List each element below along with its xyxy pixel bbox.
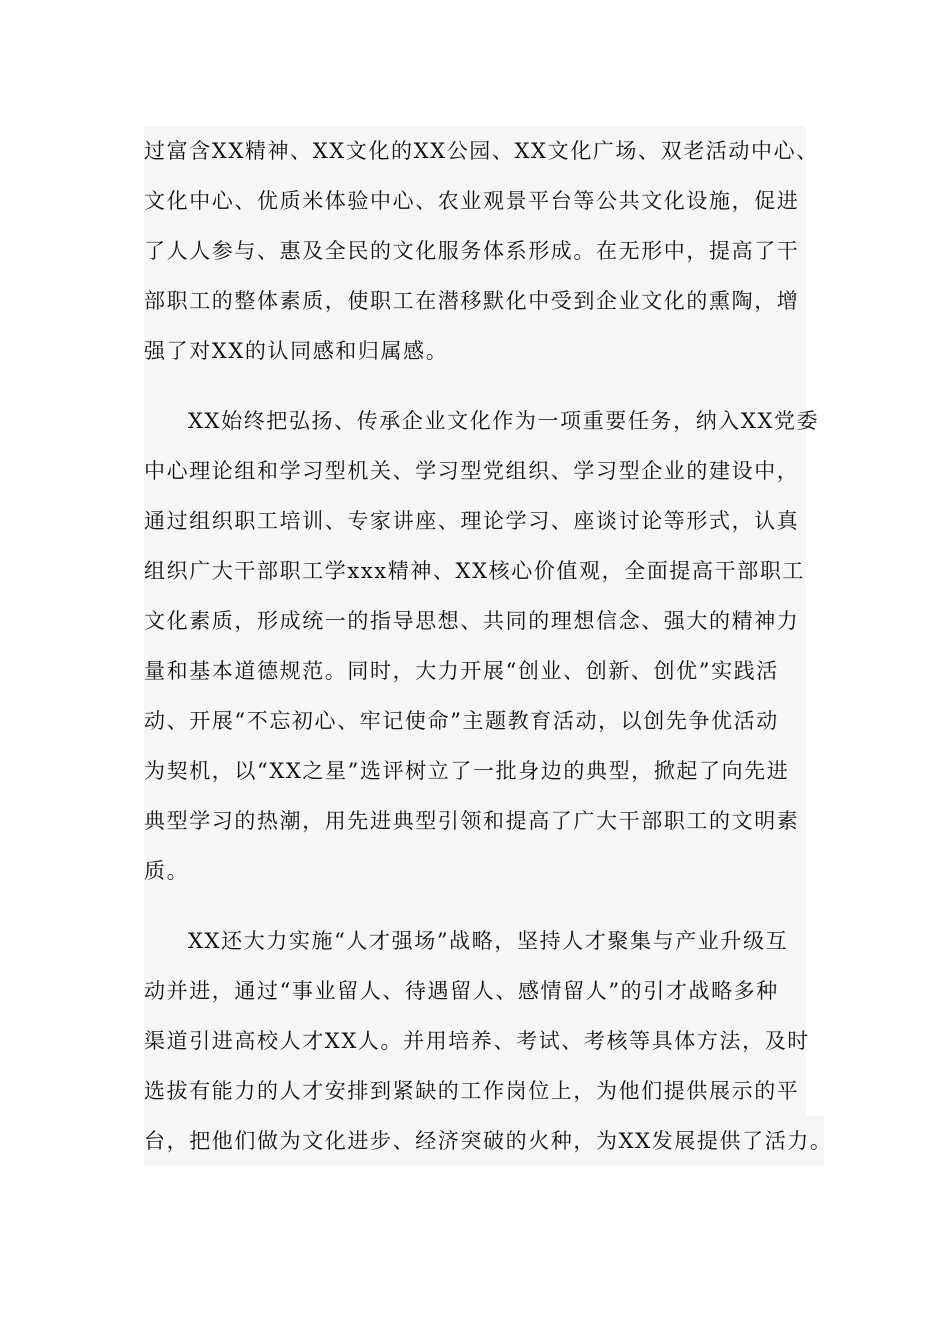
paragraph-2 <box>144 396 820 896</box>
text-line: 强了对XX的认同感和归属感。 <box>144 339 449 363</box>
text-line: 部职工的整体素质，使职工在潜移默化中受到企业文化的熏陶，增 <box>144 289 800 313</box>
text-line: XX还大力实施“人才强场”战略，坚持人才聚集与产业升级互 <box>188 929 789 953</box>
text-line: 中心理论组和学习型机关、学习型党组织、学习型企业的建设中， <box>144 459 800 483</box>
text-line: 文化中心、优质米体验中心、农业观景平台等公共文化设施，促进 <box>144 189 800 213</box>
text-line: 组织广大干部职工学xxx精神、XX核心价值观，全面提高干部职工 <box>144 559 806 583</box>
text-line: 通过组织职工培训、专家讲座、理论学习、座谈讨论等形式，认真 <box>144 509 800 533</box>
paragraph-spacer <box>144 896 806 916</box>
text-line: 了人人参与、惠及全民的文化服务体系形成。在无形中，提高了干 <box>144 239 800 263</box>
text-line: 动、开展“不忘初心、牢记使命”主题教育活动，以创先争优活动 <box>144 709 779 733</box>
text-line: XX始终把弘扬、传承企业文化作为一项重要任务，纳入XX党委 <box>188 409 820 433</box>
paragraph-3 <box>144 916 833 1166</box>
text-line: 渠道引进高校人才XX人。并用培养、考试、考核等具体方法，及时 <box>144 1029 810 1053</box>
text-line: 文化素质，形成统一的指导思想、共同的理想信念、强大的精神力 <box>144 609 800 633</box>
text-line: 过富含XX精神、XX文化的XX公园、XX文化广场、双老活动中心、 <box>144 139 819 163</box>
text-line: 动并进，通过“事业留人、待遇留人、感情留人”的引才战略多种 <box>144 979 779 1003</box>
paragraph-1 <box>144 126 819 376</box>
text-line: 选拔有能力的人才安排到紧缺的工作岗位上，为他们提供展示的平 <box>144 1079 800 1103</box>
paragraph-spacer <box>144 376 806 396</box>
text-line: 为契机，以“XX之星”选评树立了一批身边的典型，掀起了向先进 <box>144 759 790 783</box>
text-line: 台，把他们做为文化进步、经济突破的火种，为XX发展提供了活力。 <box>144 1116 824 1166</box>
document-body <box>144 126 833 1166</box>
text-line: 量和基本道德规范。同时，大力开展“创业、创新、创优”实践活 <box>144 659 779 683</box>
text-line: 典型学习的热潮，用先进典型引领和提高了广大干部职工的文明素 <box>144 809 800 833</box>
text-line: 质。 <box>144 859 190 883</box>
